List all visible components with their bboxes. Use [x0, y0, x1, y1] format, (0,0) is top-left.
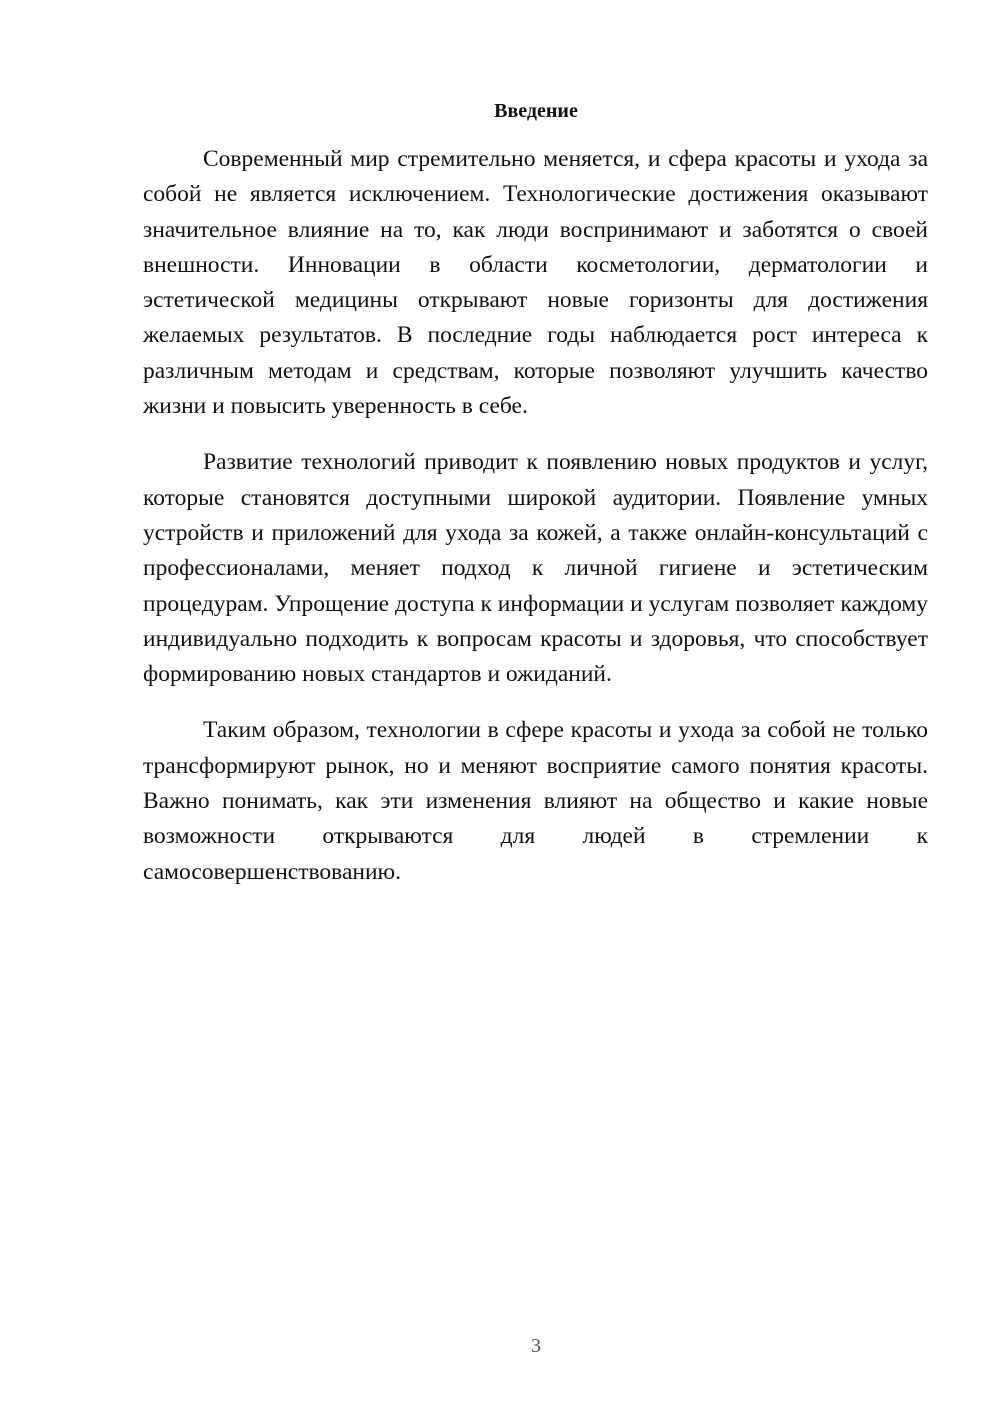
- paragraph-1: Современный мир стремительно меняется, и сфера красоты и ухода за собой не является исключением. Технологические достижения оказывают значительное влияние на то, как люди воспринимают и заботятся о своей внешности. Инновации в области косметологии, дерматологии и эстетической медицины открывают новые горизонты для достижения желаемых результатов. В последние годы наблюдается рост интереса к различным методам и средствам, которые позволяют улучшить качество жизни и повысить уверенность в себе.: [143, 146, 928, 420]
- page-number: 3: [531, 1335, 541, 1357]
- paragraph-2: Развитие технологий приводит к появлению новых продуктов и услуг, которые становятся доступными широкой аудитории. Появление умных устройств и приложений для ухода за кожей, а также онлайн-консультаций с профессионалами, меняет подход к личной гигиене и эстетическим процедурам. Упрощение доступа к информации и услугам позволяет каждому индивидуально подходить к вопросам красоты и здоровья, что способствует формированию новых стандартов и ожиданий.: [143, 449, 928, 688]
- paragraph-3: Таким образом, технологии в сфере красоты и ухода за собой не только трансформируют рынок, но и меняют восприятие самого понятия красоты. Важно понимать, как эти изменения влияют на общество и какие новые возможности открываются для людей в стремлении к самосовершенствованию.: [143, 717, 928, 885]
- section-heading: Введение: [494, 100, 578, 122]
- body-text: [143, 142, 928, 890]
